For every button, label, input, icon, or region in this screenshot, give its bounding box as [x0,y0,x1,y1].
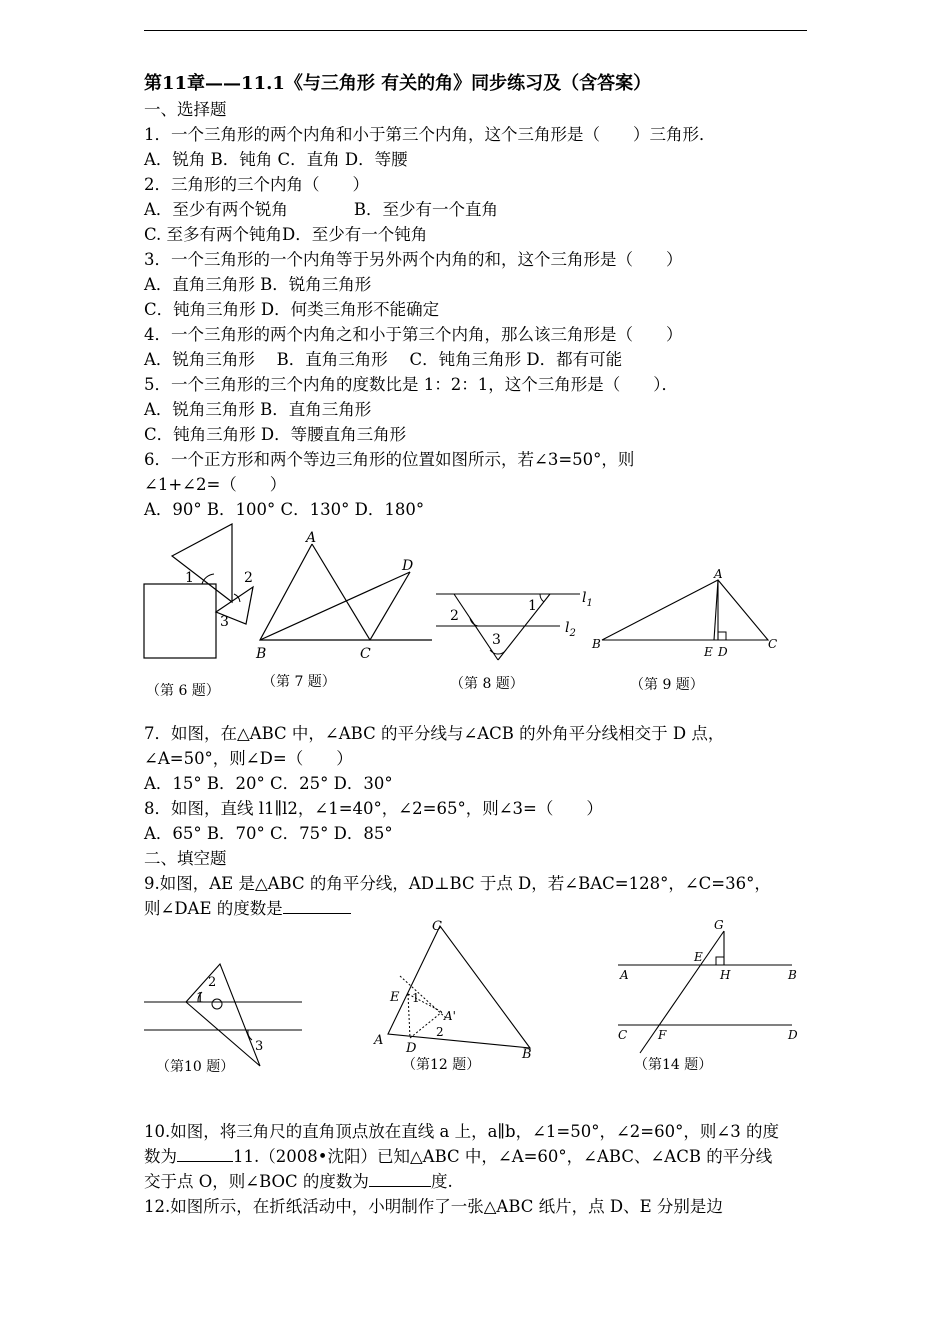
question-1: 1．一个三角形的两个内角和小于第三个内角，这个三角形是（ ）三角形． [144,125,716,144]
question-9-text: 则∠DAE 的度数是 [144,899,283,918]
fig14-label-D: D [788,1028,798,1042]
fig12-label-D: D [406,1041,417,1056]
figure-9 [590,562,790,662]
question-9: 9.如图，AE 是△ABC 的角平分线，AD⊥BC 于点 D，若∠BAC=128°，∠C=36°， [144,874,771,893]
fig7-label-C: C [360,646,371,662]
fig12-label-C: C [432,919,442,934]
question-10: 10.如图，将三角尺的直角顶点放在直线 a 上，a∥b，∠1=50°，∠2=60°，则∠3 的度 [144,1122,779,1141]
question-3: 3．一个三角形的一个内角等于另外两个内角的和，这个三角形是（ ） [144,250,683,269]
question-12: 12.如图所示，在折纸活动中，小明制作了一张△ABC 纸片，点 D、E 分别是边 [144,1197,723,1216]
question-11-unit: 度. [430,1172,453,1191]
fig7-label-D: D [402,558,414,574]
caption-fig-7: （第 7 题） [262,674,336,690]
fig9-label-A: A [714,567,723,581]
fig14-label-F: F [658,1028,667,1042]
figure-6 [140,522,265,664]
fig14-label-H: H [720,968,731,982]
fig14-label-A: A [620,968,629,982]
caption-fig-9: （第 9 题） [630,677,704,693]
caption-fig-14: （第14 题） [634,1057,713,1073]
fig12-label-Aprime: A' [444,1009,456,1023]
fig12-label-2: 2 [436,1025,444,1039]
question-4-options: A．锐角三角形 B．直角三角形 C．钝角三角形 D．都有可能 [144,350,623,369]
answer-blank-10[interactable] [177,1145,233,1162]
question-5-options-cd: C．钝角三角形 D．等腰直角三角形 [144,425,407,444]
fig7-label-A: A [306,530,317,546]
question-10-11-line [144,1144,772,1169]
answer-blank-11[interactable] [369,1170,431,1187]
caption-fig-6: （第 6 题） [146,683,220,699]
fig14-label-B: B [788,968,797,982]
fig9-label-C: C [768,637,778,651]
answer-blank-9[interactable] [283,897,351,914]
fig8-label-l2: $l_2$ [565,620,576,639]
page-title: 第11章——11.1《与三角形 有关的角》同步练习及（含答案） [144,73,652,94]
question-7: 7．如图，在△ABC 中，∠ABC 的平分线与∠ACB 的外角平分线相交于 D 点， [144,724,725,743]
question-6-cont: ∠1+∠2=（ ） [144,475,287,494]
fig10-label-3: 3 [255,1039,264,1054]
fig8-label-1: 1 [528,598,537,614]
question-7-cont: ∠A=50°，则∠D=（ ） [144,749,353,768]
caption-fig-10: （第10 题） [156,1059,235,1075]
question-9-cont [144,896,351,921]
fig9-label-E: E [704,645,713,659]
fig12-label-1: 1 [412,991,420,1005]
question-5: 5．一个三角形的三个内角的度数比是 1：2：1，这个三角形是（ ）． [144,375,678,394]
fig8-label-2: 2 [450,608,459,624]
question-10-cont: 数为 [144,1147,177,1166]
question-4: 4．一个三角形的两个内角之和小于第三个内角，那么该三角形是（ ） [144,325,683,344]
question-2-options-cd: C. 至多有两个钝角D．至少有一个钝角 [144,225,428,244]
fig9-label-B: B [592,637,601,651]
question-5-options-ab: A．锐角三角形 B．直角三角形 [144,400,372,419]
question-8-options: A．65° B．70° C．75° D．85° [144,824,393,843]
header-rule [144,30,807,31]
question-11: 11.（2008•沈阳）已知△ABC 中，∠A=60°，∠ABC、∠ACB 的平分线 [233,1147,773,1166]
fig14-label-G: G [714,918,724,932]
figure-14 [612,915,807,1057]
fig6-label-2: 2 [244,570,253,586]
fig12-label-B: B [522,1047,532,1061]
figure-7 [250,530,435,665]
fig8-label-3: 3 [492,632,501,648]
fig14-label-E: E [694,950,703,964]
question-3-options-cd: C．钝角三角形 D．何类三角形不能确定 [144,300,440,319]
caption-fig-8: （第 8 题） [450,676,524,692]
fig12-label-E: E [390,990,400,1005]
fig8-label-l1: $l_1$ [582,590,593,609]
fig6-label-3: 3 [220,614,229,630]
figure-12 [370,916,540,1061]
question-11-text: 交于点 O，则∠BOC 的度数为 [144,1172,369,1191]
fig10-label-2: 2 [208,975,217,990]
question-2: 2．三角形的三个内角（ ） [144,175,369,194]
fig7-label-B: B [256,646,267,662]
question-3-options-ab: A．直角三角形 B．锐角三角形 [144,275,372,294]
fig10-label-1: 1 [196,991,205,1006]
question-2-options-ab: A．至少有两个锐角 B．至少有一个直角 [144,200,499,219]
fig14-label-C: C [618,1028,628,1042]
section-heading-fill: 二、填空题 [144,849,227,868]
caption-fig-12: （第12 题） [402,1057,481,1073]
figure-10 [140,958,310,1070]
question-8: 8．如图，直线 l1∥l2，∠1=40°，∠2=65°，则∠3=（ ） [144,799,603,818]
fig12-label-A: A [374,1033,384,1048]
question-11-cont [144,1169,453,1194]
section-heading-choice: 一、选择题 [144,100,227,119]
question-1-options: A．锐角 B．钝角 C．直角 D．等腰 [144,150,408,169]
question-7-options: A．15° B．20° C．25° D．30° [144,774,393,793]
fig6-label-1: 1 [185,570,194,586]
figure-8 [432,580,602,665]
question-6: 6．一个正方形和两个等边三角形的位置如图所示，若∠3=50°，则 [144,450,635,469]
question-6-options: A．90° B．100° C．130° D．180° [144,500,425,519]
fig9-label-D: D [718,645,728,659]
